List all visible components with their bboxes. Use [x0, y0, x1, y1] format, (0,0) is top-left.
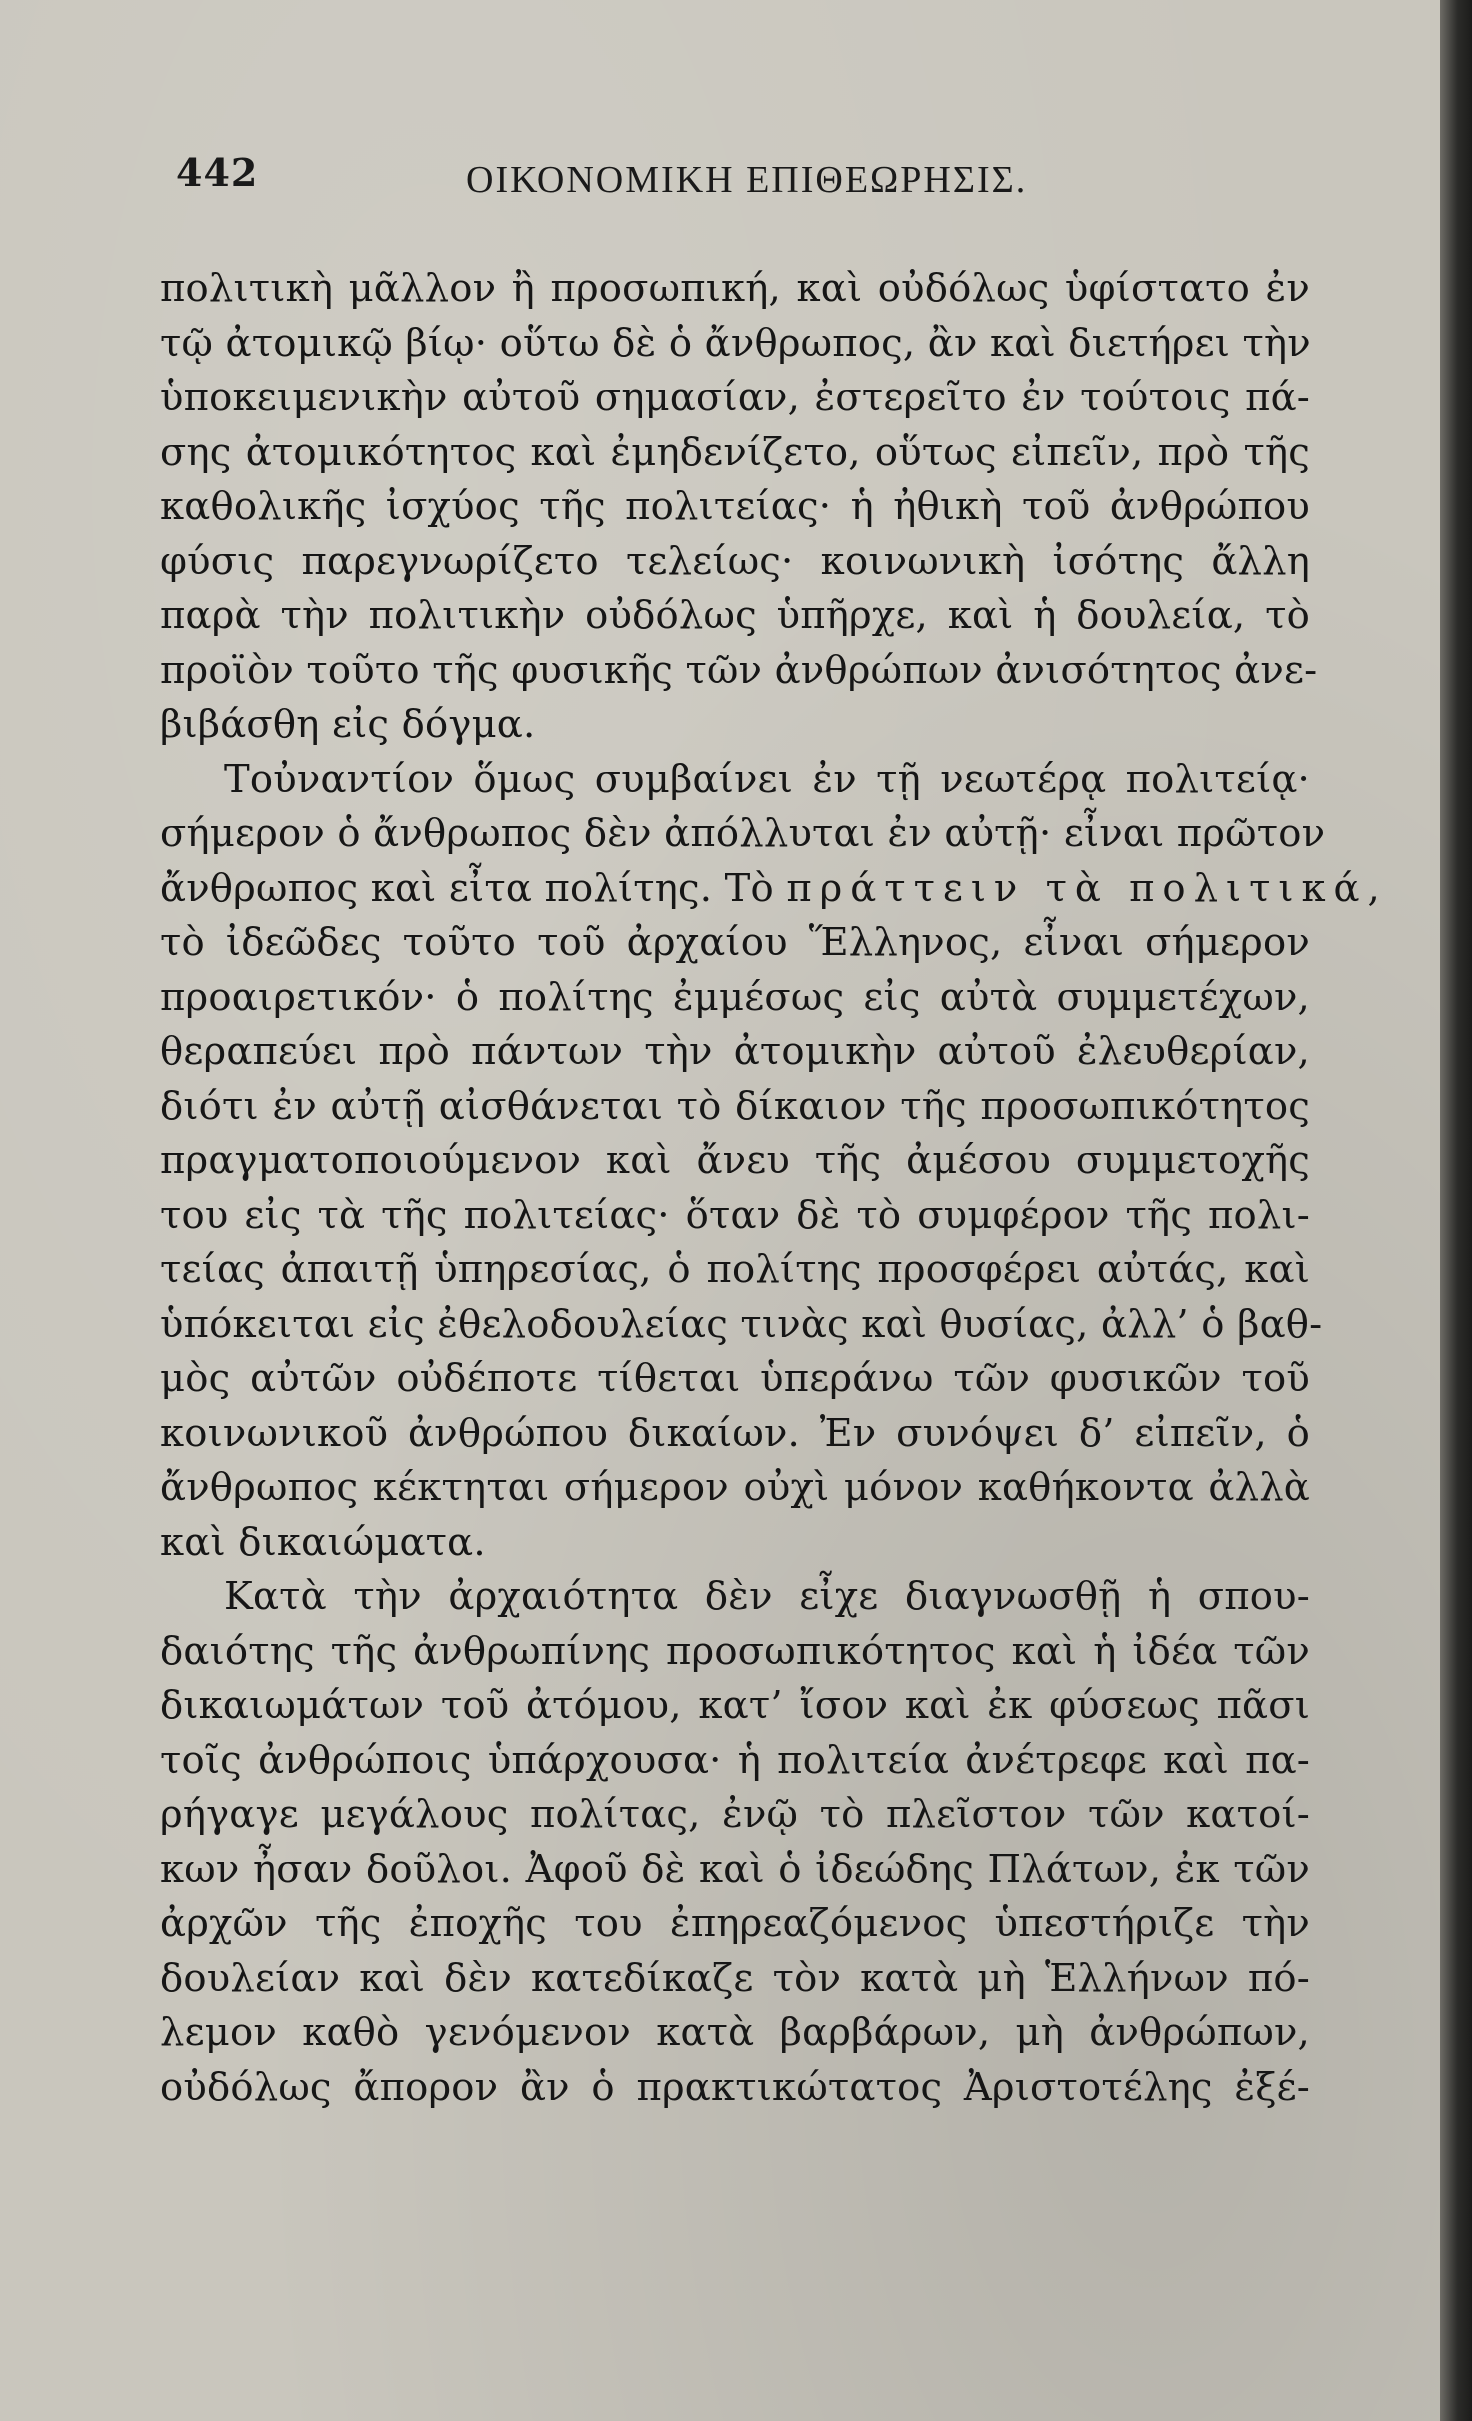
spaced-emphasis: πράττειν τὰ πολιτικά, [786, 865, 1388, 911]
text-line: καθολικῆς ἰσχύος τῆς πολιτείας· ἡ ἠθικὴ τοῦ ἀνθρώπου [160, 484, 1310, 529]
body-text [160, 262, 1388, 2115]
text-line: ἀρχῶν τῆς ἐποχῆς του ἐπηρεαζόμενος ὑπεστήριζε τὴν [160, 1901, 1310, 1946]
text-line-mixed [160, 862, 1388, 917]
text-line: παρὰ τὴν πολιτικὴν οὐδόλως ὑπῆρχε, καὶ ἡ δουλεία, τὸ [160, 593, 1310, 638]
text-line: βιβάσθη εἰς δόγμα. [160, 702, 536, 747]
text-line: δουλείαν καὶ δὲν κατεδίκαζε τὸν κατὰ μὴ Ἑλλήνων πό- [160, 1955, 1310, 2001]
text-line: μὸς αὐτῶν οὐδέποτε τίθεται ὑπεράνω τῶν φυσικῶν τοῦ [160, 1356, 1310, 1401]
paragraph-start-line: Τοὐναντίον ὅμως συμβαίνει ἐν τῇ νεωτέρᾳ πολιτείᾳ· [224, 756, 1310, 802]
text-line: προαιρετικόν· ὁ πολίτης ἐμμέσως εἰς αὐτὰ συμμετέχων, [160, 974, 1310, 1020]
text-line: ὑπόκειται εἰς ἐθελοδουλείας τινὰς καὶ θυσίας, ἀλλ’ ὁ βαθ- [160, 1301, 1323, 1347]
running-head [176, 150, 1336, 210]
text-line: ρήγαγε μεγάλους πολίτας, ἐνῷ τὸ πλεῖστον τῶν κατοί- [160, 1792, 1310, 1837]
text-line: κων ἦσαν δοῦλοι. Ἀφοῦ δὲ καὶ ὁ ἰδεώδης Πλάτων, ἐκ τῶν [160, 1846, 1310, 1892]
text-line: λεμον καθὸ γενόμενον κατὰ βαρβάρων, μὴ ἀνθρώπων, [160, 2010, 1310, 2055]
text-line: θεραπεύει πρὸ πάντων τὴν ἀτομικὴν αὐτοῦ ἐλευθερίαν, [160, 1029, 1310, 1074]
paragraph-start-line: Κατὰ τὴν ἀρχαιότητα δὲν εἶχε διαγνωσθῇ ἡ σπου- [224, 1574, 1310, 1619]
running-title: ΟΙΚΟΝΟΜΙΚΗ ΕΠΙΘΕΩΡΗΣΙΣ. [466, 159, 1028, 201]
text-line: σήμερον ὁ ἄνθρωπος δὲν ἀπόλλυται ἐν αὐτῇ· εἶναι πρῶτον [160, 811, 1326, 856]
text-line: δικαιωμάτων τοῦ ἀτόμου, κατ’ ἴσον καὶ ἐκ φύσεως πᾶσι [160, 1683, 1310, 1728]
book-binding-shadow [1440, 0, 1472, 2421]
text-line: τῷ ἀτομικῷ βίῳ· οὕτω δὲ ὁ ἄνθρωπος, ἂν καὶ διετήρει τὴν [160, 320, 1311, 366]
text-line: τὸ ἰδεῶδες τοῦτο τοῦ ἀρχαίου Ἕλληνος, εἶναι σήμερον [160, 920, 1310, 965]
text-line: φύσις παρεγνωρίζετο τελείως· κοινωνικὴ ἰσότης ἄλλη [160, 538, 1310, 584]
text-line: κοινωνικοῦ ἀνθρώπου δικαίων. Ἐν συνόψει δ’ εἰπεῖν, ὁ [160, 1410, 1310, 1456]
text-line: πολιτικὴ μᾶλλον ἢ προσωπική, καὶ οὐδόλως ὑφίστατο ἐν [160, 266, 1310, 311]
text-line: οὐδόλως ἄπορον ἂν ὁ πρακτικώτατος Ἀριστοτέλης ἐξέ- [160, 2064, 1310, 2110]
text-line: ἄνθρωπος κέκτηται σήμερον οὐχὶ μόνον καθήκοντα ἀλλὰ [160, 1465, 1310, 1510]
text-line: πραγματοποιούμενον καὶ ἄνευ τῆς ἀμέσου συμμετοχῆς [160, 1138, 1310, 1183]
text-line: τείας ἀπαιτῇ ὑπηρεσίας, ὁ πολίτης προσφέρει αὐτάς, καὶ [160, 1247, 1310, 1292]
text-line: του εἰς τὰ τῆς πολιτείας· ὅταν δὲ τὸ συμφέρον τῆς πολι- [160, 1192, 1310, 1238]
text-line: τοῖς ἀνθρώποις ὑπάρχουσα· ἡ πολιτεία ἀνέτρεφε καὶ πα- [160, 1737, 1310, 1783]
text-line: προϊὸν τοῦτο τῆς φυσικῆς τῶν ἀνθρώπων ἀνισότητος ἀνε- [160, 647, 1318, 693]
text-line: διότι ἐν αὐτῇ αἰσθάνεται τὸ δίκαιον τῆς προσωπικότητος [160, 1083, 1310, 1129]
page-number: 442 [176, 150, 259, 195]
text-line: σης ἀτομικότητος καὶ ἐμηδενίζετο, οὕτως εἰπεῖν, πρὸ τῆς [160, 429, 1310, 475]
text-line: καὶ δικαιώματα. [160, 1519, 486, 1565]
text-line: δαιότης τῆς ἀνθρωπίνης προσωπικότητος καὶ ἡ ἰδέα τῶν [160, 1628, 1310, 1674]
text-line: ὑποκειμενικὴν αὐτοῦ σημασίαν, ἐστερεῖτο ἐν τούτοις πά- [160, 375, 1310, 420]
text-segment: ἄνθρωπος καὶ εἶτα πολίτης. Τὸ [160, 865, 774, 911]
